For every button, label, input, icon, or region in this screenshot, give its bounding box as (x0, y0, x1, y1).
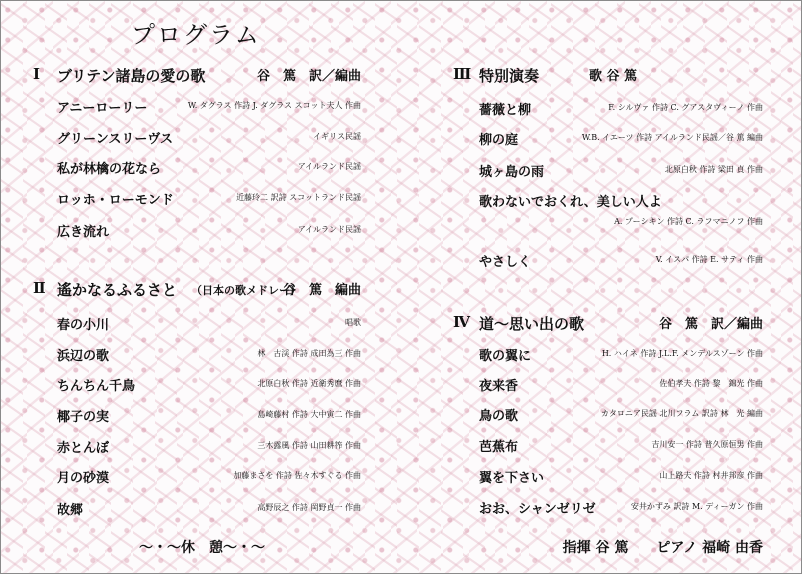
song-title: 春の小川 (57, 318, 110, 333)
section-numeral: Ⅲ (453, 65, 472, 83)
song-title: 翼を下さい (479, 471, 545, 486)
section-numeral: Ⅳ (453, 313, 471, 331)
song-title: やさしく (479, 255, 532, 270)
song-title: 芭蕉布 (479, 440, 519, 455)
section-numeral: Ⅱ (33, 279, 46, 297)
section-credit: 谷 篤 訳／編曲 (256, 69, 361, 84)
song-title: 故郷 (57, 503, 84, 518)
song-title: 歌の翼に (479, 349, 532, 364)
song-title: グリーンスリーヴス (57, 132, 173, 147)
song-title: 浜辺の歌 (57, 349, 110, 364)
section-subtitle: （日本の歌メドレー） (191, 284, 301, 297)
song-credit: H. ハイネ 作詩 J.L.F. メンデルスゾーン 作曲 (601, 349, 763, 358)
song-title: 歌わないでおくれ、美しい人よ (479, 195, 662, 210)
song-credit: 近藤玲二 訳詩 スコットランド民謡 (236, 193, 361, 202)
song-title: 夜来香 (479, 379, 519, 394)
song-title: 鳥の歌 (479, 409, 519, 424)
section-credit: 谷 篤 訳／編曲 (658, 317, 763, 332)
section-title: 遙かなるふるさと (57, 281, 178, 299)
section-title: 特別演奏 (479, 67, 540, 85)
song-credit: 山上路夫 作詩 村井邦彦 作曲 (659, 471, 763, 480)
song-credit: W. ダグラス 作詩 J. ダグラス スコット夫人 作曲 (187, 101, 361, 110)
song-credit: 島崎藤村 作詩 大中寅二 作曲 (257, 410, 361, 419)
song-credit: 北原白秋 作詩 梁田 貞 作曲 (664, 165, 763, 174)
section-title: ブリテン諸島の愛の歌 (57, 67, 206, 85)
song-title: アニーローリー (57, 101, 148, 116)
song-title: 月の砂漠 (57, 471, 110, 486)
song-credit: アイルランド民謡 (297, 162, 361, 171)
song-credit: 北原白秋 作詩 近衛秀麿 作曲 (257, 379, 361, 388)
section-title: 道～思い出の歌 (479, 315, 585, 333)
song-credit: 唱歌 (345, 318, 361, 327)
song-title: 私が林檎の花なら (57, 162, 162, 177)
section-credit: 谷 篤 編曲 (282, 283, 361, 298)
song-title: 赤とんぼ (57, 441, 110, 456)
song-credit: W.B. イエーツ 作詩 アイルランド民謡／谷 篤 編曲 (581, 133, 763, 142)
song-credit: イギリス民謡 (313, 132, 361, 141)
song-title: 城ヶ島の雨 (479, 165, 545, 180)
section-numeral: Ⅰ (33, 65, 41, 83)
song-credit: 三木露風 作詩 山田耕筰 作曲 (257, 441, 361, 450)
song-title: おお、シャンゼリゼ (479, 502, 596, 517)
song-credit: アイルランド民謡 (297, 225, 361, 234)
song-credit: V. イスパ 作詩 E. サティ 作曲 (655, 255, 763, 264)
song-title: 広き流れ (57, 225, 110, 240)
song-credit: A. プーシキン 作詩 C. ラフマニノフ 作曲 (614, 217, 763, 226)
performers-credit: 指揮 谷 篤 ピアノ 福崎 由香 (562, 540, 763, 556)
song-title: 柳の庭 (479, 133, 519, 148)
song-credit: カタロニア民謡 北川フラム 訳詩 林 光 編曲 (600, 409, 763, 418)
song-credit: 安井かずみ 訳詩 M. ディーガン 作曲 (630, 502, 763, 511)
song-credit: F. シルヴァ 作詩 C. グアスタヴィーノ 作曲 (608, 103, 763, 112)
song-title: 薔薇と柳 (479, 103, 532, 118)
song-credit: 吉川安一 作詩 普久原恒男 作曲 (651, 440, 763, 449)
section-credit: 歌 谷 篤 (589, 69, 638, 84)
song-title: ロッホ・ローモンド (57, 193, 174, 208)
song-credit: 佐伯孝夫 作詩 黎 錦光 作曲 (659, 379, 763, 388)
program-title: プログラム (131, 21, 261, 49)
song-credit: 高野辰之 作詩 岡野貞一 作曲 (257, 503, 361, 512)
song-title: ちんちん千鳥 (57, 379, 136, 394)
song-credit: 林 古渓 作詩 成田為三 作曲 (257, 349, 361, 358)
song-title: 椰子の実 (57, 410, 110, 425)
song-credit: 加藤まさを 作詩 佐々木すぐる 作曲 (233, 471, 361, 480)
intermission-text: ～・～休 憩～・～ (139, 540, 265, 556)
